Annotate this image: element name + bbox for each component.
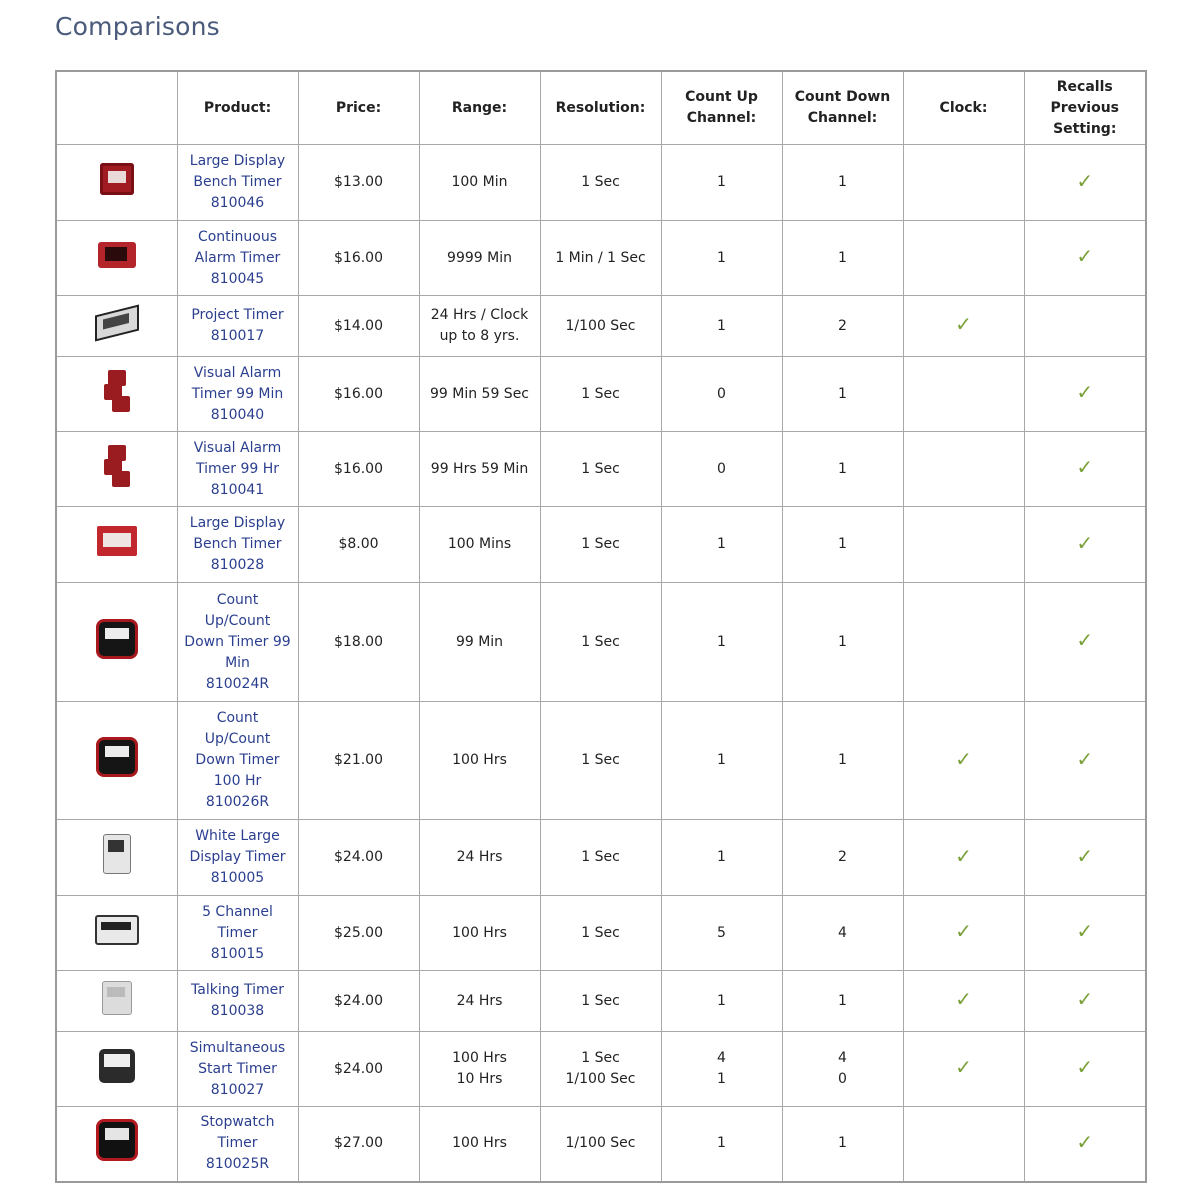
product-thumbnail-count-up-count-down-timer[interactable] — [99, 740, 135, 774]
recalls-cell — [1024, 1107, 1146, 1182]
product-link-line[interactable]: 810038 — [210, 1003, 265, 1019]
count-down-cell — [782, 357, 903, 432]
price-cell: $27.00 — [298, 1107, 419, 1182]
count-up-cell-line: 0 — [717, 460, 726, 477]
header-count-up: Count Up Channel: — [661, 71, 782, 145]
product-link-line[interactable]: 810028 — [210, 557, 265, 573]
resolution-cell-line: 1 Sec — [581, 1050, 620, 1066]
header-price: Price: — [298, 71, 419, 145]
count-up-cell — [661, 971, 782, 1032]
count-down-cell — [782, 702, 903, 820]
range-cell-line: 99 Min — [455, 633, 504, 650]
count-up-cell — [661, 1032, 782, 1107]
resolution-cell-line: 1 Sec — [581, 174, 620, 190]
table-row — [56, 896, 1146, 971]
checkmark-icon: ✓ — [1076, 1055, 1094, 1079]
product-link-line[interactable]: 810040 — [210, 406, 265, 423]
range-cell — [419, 432, 540, 507]
count-down-cell-line: 1 — [838, 752, 847, 768]
product-image-cell — [56, 1107, 177, 1182]
product-link-line[interactable]: 810027 — [210, 1081, 265, 1098]
product-link-line[interactable]: 810026R — [205, 794, 270, 810]
count-up-cell-line: 1 — [717, 1071, 726, 1087]
range-cell — [419, 296, 540, 357]
product-link-line[interactable]: Talking Timer — [191, 982, 284, 998]
recalls-cell — [1024, 702, 1146, 820]
product-link-line[interactable]: Start Timer — [198, 1060, 277, 1077]
resolution-cell-line: 1 Sec — [581, 633, 620, 650]
count-up-cell-line: 0 — [717, 385, 726, 402]
clock-cell — [903, 432, 1024, 507]
range-cell — [419, 357, 540, 432]
product-thumbnail-visual-alarm-timer[interactable] — [104, 445, 130, 487]
count-up-cell — [661, 296, 782, 357]
product-link-line[interactable]: Visual Alarm — [193, 439, 282, 456]
header-image — [56, 71, 177, 145]
product-thumbnail-continuous-alarm-timer[interactable] — [98, 242, 136, 268]
product-link-line[interactable]: 810025R — [205, 1156, 270, 1173]
checkmark-icon: ✓ — [955, 919, 972, 943]
product-link-line[interactable]: Up/Count — [204, 731, 271, 747]
count-up-cell-line: 1 — [717, 849, 726, 865]
clock-cell — [903, 357, 1024, 432]
clock-cell — [903, 583, 1024, 702]
product-image-cell — [56, 145, 177, 221]
product-link-line[interactable]: Timer — [217, 1135, 258, 1152]
product-link — [177, 702, 298, 820]
clock-cell — [903, 1032, 1024, 1107]
product-link — [177, 296, 298, 357]
price-cell: $8.00 — [298, 507, 419, 583]
resolution-cell-line: 1/100 Sec — [565, 1071, 636, 1087]
price-cell: $18.00 — [298, 583, 419, 702]
range-cell — [419, 507, 540, 583]
product-thumbnail-simultaneous-start-timer[interactable] — [99, 1049, 135, 1083]
product-link — [177, 145, 298, 221]
range-cell — [419, 221, 540, 296]
product-thumbnail-count-up-count-down-timer[interactable] — [99, 622, 135, 656]
product-link — [177, 820, 298, 896]
count-up-cell-line: 1 — [717, 174, 726, 190]
product-image-cell — [56, 357, 177, 432]
count-up-cell-line: 1 — [717, 633, 726, 650]
product-thumbnail-large-display-bench-timer-wide[interactable] — [97, 526, 137, 556]
product-link-line[interactable]: 810005 — [210, 870, 265, 886]
count-up-cell — [661, 896, 782, 971]
range-cell — [419, 1032, 540, 1107]
count-down-cell-line: 2 — [838, 317, 847, 334]
product-link — [177, 1107, 298, 1182]
product-link-line[interactable]: Timer — [217, 924, 258, 941]
resolution-cell-line: 1/100 Sec — [565, 1135, 636, 1152]
range-cell-line: 24 Hrs — [456, 992, 503, 1009]
product-link-line[interactable]: 100 Hr — [213, 773, 262, 789]
clock-cell — [903, 896, 1024, 971]
product-link-line[interactable]: Alarm Timer — [194, 249, 281, 266]
price-cell: $16.00 — [298, 221, 419, 296]
product-link-line[interactable]: Continuous — [197, 228, 278, 245]
header-clock: Clock: — [903, 71, 1024, 145]
recalls-cell — [1024, 583, 1146, 702]
price-cell: $16.00 — [298, 432, 419, 507]
product-link-line[interactable]: 810046 — [210, 195, 265, 211]
range-cell-line: 99 Hrs 59 Min — [430, 460, 529, 477]
range-cell-line: 99 Min 59 Sec — [429, 385, 530, 402]
product-link-line[interactable]: Timer 99 Min — [191, 385, 284, 402]
range-cell — [419, 583, 540, 702]
resolution-cell-line: 1/100 Sec — [565, 317, 636, 334]
count-up-cell — [661, 357, 782, 432]
count-up-cell-line: 1 — [717, 536, 726, 552]
resolution-cell-line: 1 Min / 1 Sec — [555, 249, 646, 266]
count-up-cell — [661, 820, 782, 896]
price-cell: $14.00 — [298, 296, 419, 357]
product-link-line[interactable]: Min — [225, 654, 250, 671]
checkmark-icon: ✓ — [1076, 843, 1094, 868]
resolution-cell — [540, 971, 661, 1032]
count-up-cell-line: 1 — [717, 752, 726, 768]
product-image-cell — [56, 507, 177, 583]
header-resolution: Resolution: — [540, 71, 661, 145]
recalls-cell — [1024, 507, 1146, 583]
range-cell-line: 24 Hrs — [456, 849, 503, 865]
product-link — [177, 221, 298, 296]
product-thumbnail-stopwatch-timer[interactable] — [99, 1122, 135, 1158]
price-cell: $21.00 — [298, 702, 419, 820]
count-down-cell-line: 1 — [838, 460, 847, 477]
product-link-line[interactable]: Large Display — [189, 515, 286, 531]
count-up-cell — [661, 221, 782, 296]
product-link-line[interactable]: Timer 99 Hr — [195, 460, 279, 477]
product-link-line[interactable]: 810024R — [205, 675, 270, 692]
clock-cell — [903, 145, 1024, 221]
count-down-cell — [782, 896, 903, 971]
checkmark-icon: ✓ — [1076, 1129, 1094, 1154]
resolution-cell — [540, 507, 661, 583]
resolution-cell-line: 1 Sec — [581, 752, 620, 768]
checkmark-icon: ✓ — [1076, 628, 1094, 652]
clock-cell — [903, 507, 1024, 583]
product-image-cell — [56, 971, 177, 1032]
header-recalls: Recalls Previous Setting: — [1024, 71, 1146, 145]
product-link-line[interactable]: Down Timer — [195, 752, 280, 768]
resolution-cell — [540, 221, 661, 296]
recalls-cell — [1024, 432, 1146, 507]
count-down-cell-line: 0 — [838, 1071, 847, 1087]
range-cell-line: 100 Hrs — [452, 924, 507, 941]
clock-cell — [903, 702, 1024, 820]
recalls-cell — [1024, 221, 1146, 296]
range-cell-line: 100 Hrs — [452, 1050, 507, 1066]
product-thumbnail-large-display-bench-timer-red[interactable] — [100, 163, 134, 195]
range-cell-line: 100 Mins — [447, 536, 512, 552]
clock-cell — [903, 1107, 1024, 1182]
product-link-line[interactable]: Bench Timer — [193, 174, 282, 190]
product-link — [177, 971, 298, 1032]
table-row — [56, 820, 1146, 896]
price-cell: $24.00 — [298, 1032, 419, 1107]
count-up-cell — [661, 145, 782, 221]
resolution-cell-line: 1 Sec — [581, 924, 620, 941]
count-up-cell — [661, 507, 782, 583]
count-down-cell-line: 1 — [838, 385, 847, 402]
comparison-table — [55, 70, 1147, 1183]
product-link-line[interactable]: Simultaneous — [189, 1039, 286, 1056]
resolution-cell-line: 1 Sec — [581, 385, 620, 402]
range-cell-line: 24 Hrs / Clock — [430, 307, 529, 323]
price-cell: $16.00 — [298, 357, 419, 432]
resolution-cell — [540, 432, 661, 507]
range-cell-line: up to 8 yrs. — [439, 328, 520, 344]
checkmark-icon: ✓ — [955, 1055, 972, 1079]
product-image-cell — [56, 896, 177, 971]
count-down-cell — [782, 971, 903, 1032]
range-cell-line: 9999 Min — [447, 249, 512, 266]
resolution-cell — [540, 296, 661, 357]
resolution-cell — [540, 702, 661, 820]
table-row — [56, 971, 1146, 1032]
range-cell — [419, 1107, 540, 1182]
product-thumbnail-project-timer[interactable] — [95, 304, 139, 341]
product-link-line[interactable]: 810045 — [210, 270, 265, 287]
resolution-cell — [540, 1107, 661, 1182]
recalls-cell — [1024, 296, 1146, 357]
count-down-cell-line: 1 — [838, 536, 847, 552]
count-down-cell-line: 1 — [838, 992, 847, 1009]
product-link-line[interactable]: White Large — [195, 828, 280, 844]
resolution-cell-line: 1 Sec — [581, 536, 620, 552]
checkmark-icon: ✓ — [1076, 244, 1094, 268]
table-row — [56, 432, 1146, 507]
checkmark-icon: ✓ — [1076, 380, 1094, 404]
resolution-cell — [540, 357, 661, 432]
count-down-cell — [782, 1032, 903, 1107]
count-up-cell — [661, 702, 782, 820]
count-down-cell — [782, 820, 903, 896]
product-link — [177, 432, 298, 507]
product-link — [177, 896, 298, 971]
product-link-line[interactable]: Down Timer 99 — [184, 633, 291, 650]
count-up-cell-line: 5 — [717, 924, 726, 941]
product-link — [177, 507, 298, 583]
product-link-line[interactable]: Visual Alarm — [193, 364, 282, 381]
product-link — [177, 583, 298, 702]
price-cell: $24.00 — [298, 820, 419, 896]
resolution-cell-line: 1 Sec — [581, 849, 620, 865]
table-row — [56, 296, 1146, 357]
clock-cell — [903, 296, 1024, 357]
count-up-cell — [661, 432, 782, 507]
count-down-cell — [782, 145, 903, 221]
count-up-cell — [661, 583, 782, 702]
count-down-cell-line: 1 — [838, 249, 847, 266]
product-link — [177, 1032, 298, 1107]
count-down-cell — [782, 583, 903, 702]
table-row — [56, 1107, 1146, 1182]
product-link-line[interactable]: Stopwatch — [200, 1114, 275, 1131]
recalls-cell — [1024, 357, 1146, 432]
product-link-line[interactable]: 5 Channel — [202, 903, 273, 920]
product-thumbnail-white-large-display-timer[interactable] — [103, 834, 131, 874]
count-down-cell — [782, 1107, 903, 1182]
table-row — [56, 221, 1146, 296]
product-link-line[interactable]: Up/Count — [204, 612, 271, 629]
range-cell-line: 100 Hrs — [452, 1135, 507, 1152]
recalls-cell — [1024, 820, 1146, 896]
table-row — [56, 702, 1146, 820]
range-cell — [419, 896, 540, 971]
checkmark-icon: ✓ — [1076, 987, 1094, 1011]
range-cell — [419, 820, 540, 896]
table-row — [56, 1032, 1146, 1107]
recalls-cell — [1024, 971, 1146, 1032]
resolution-cell-line: 1 Sec — [581, 992, 620, 1009]
count-up-cell-line: 4 — [717, 1050, 726, 1066]
table-row — [56, 357, 1146, 432]
count-up-cell — [661, 1107, 782, 1182]
product-link-line[interactable]: 810017 — [210, 328, 265, 344]
resolution-cell — [540, 583, 661, 702]
resolution-cell-line: 1 Sec — [581, 460, 620, 477]
product-link-line[interactable]: Count — [216, 710, 259, 726]
product-image-cell — [56, 702, 177, 820]
header-row — [56, 71, 1146, 145]
count-down-cell — [782, 432, 903, 507]
clock-cell — [903, 221, 1024, 296]
page-title: Comparisons — [55, 12, 220, 41]
count-down-cell-line: 1 — [838, 1135, 847, 1152]
product-image-cell — [56, 221, 177, 296]
count-up-cell-line: 1 — [717, 992, 726, 1009]
table-row — [56, 507, 1146, 583]
checkmark-icon: ✓ — [955, 843, 972, 868]
count-down-cell — [782, 507, 903, 583]
count-down-cell-line: 2 — [838, 849, 847, 865]
range-cell — [419, 971, 540, 1032]
price-cell: $25.00 — [298, 896, 419, 971]
count-down-cell-line: 4 — [838, 924, 847, 941]
product-link-line[interactable]: Count — [216, 591, 259, 608]
checkmark-icon: ✓ — [955, 987, 972, 1011]
count-down-cell-line: 1 — [838, 174, 847, 190]
table-row — [56, 583, 1146, 702]
count-up-cell-line: 1 — [717, 249, 726, 266]
clock-cell — [903, 971, 1024, 1032]
header-product: Product: — [177, 71, 298, 145]
count-down-cell — [782, 296, 903, 357]
product-link-line[interactable]: Large Display — [189, 153, 286, 169]
range-cell — [419, 145, 540, 221]
product-thumbnail-5-channel-timer[interactable] — [95, 915, 139, 945]
count-up-cell-line: 1 — [717, 1135, 726, 1152]
count-down-cell-line: 4 — [838, 1050, 847, 1066]
product-image-cell — [56, 820, 177, 896]
product-link-line[interactable]: 810015 — [210, 945, 265, 962]
recalls-cell — [1024, 1032, 1146, 1107]
product-link-line[interactable]: Bench Timer — [193, 536, 282, 552]
resolution-cell — [540, 896, 661, 971]
product-thumbnail-talking-timer[interactable] — [102, 981, 132, 1015]
range-cell-line: 10 Hrs — [456, 1071, 503, 1087]
recalls-cell — [1024, 145, 1146, 221]
checkmark-icon: ✓ — [1076, 746, 1094, 771]
product-image-cell — [56, 432, 177, 507]
count-down-cell — [782, 221, 903, 296]
range-cell-line: 100 Min — [451, 174, 508, 190]
table-row — [56, 145, 1146, 221]
product-image-cell — [56, 583, 177, 702]
product-link-line[interactable]: Display Timer — [189, 849, 286, 865]
range-cell-line: 100 Hrs — [452, 752, 507, 768]
count-up-cell-line: 1 — [717, 317, 726, 334]
checkmark-icon: ✓ — [955, 746, 972, 771]
product-image-cell — [56, 296, 177, 357]
header-count-down: Count Down Channel: — [782, 71, 903, 145]
product-thumbnail-visual-alarm-timer[interactable] — [104, 370, 130, 412]
checkmark-icon: ✓ — [1076, 455, 1094, 479]
resolution-cell — [540, 820, 661, 896]
range-cell — [419, 702, 540, 820]
product-image-cell — [56, 1032, 177, 1107]
recalls-cell — [1024, 896, 1146, 971]
checkmark-icon: ✓ — [1076, 168, 1094, 193]
checkmark-icon: ✓ — [1076, 919, 1094, 943]
product-link-line[interactable]: Project Timer — [191, 307, 284, 323]
clock-cell — [903, 820, 1024, 896]
checkmark-icon: ✓ — [955, 312, 972, 336]
resolution-cell — [540, 1032, 661, 1107]
price-cell: $24.00 — [298, 971, 419, 1032]
product-link — [177, 357, 298, 432]
product-link-line[interactable]: 810041 — [210, 481, 265, 498]
checkmark-icon: ✓ — [1076, 530, 1094, 555]
count-down-cell-line: 1 — [838, 633, 847, 650]
header-range: Range: — [419, 71, 540, 145]
price-cell: $13.00 — [298, 145, 419, 221]
resolution-cell — [540, 145, 661, 221]
